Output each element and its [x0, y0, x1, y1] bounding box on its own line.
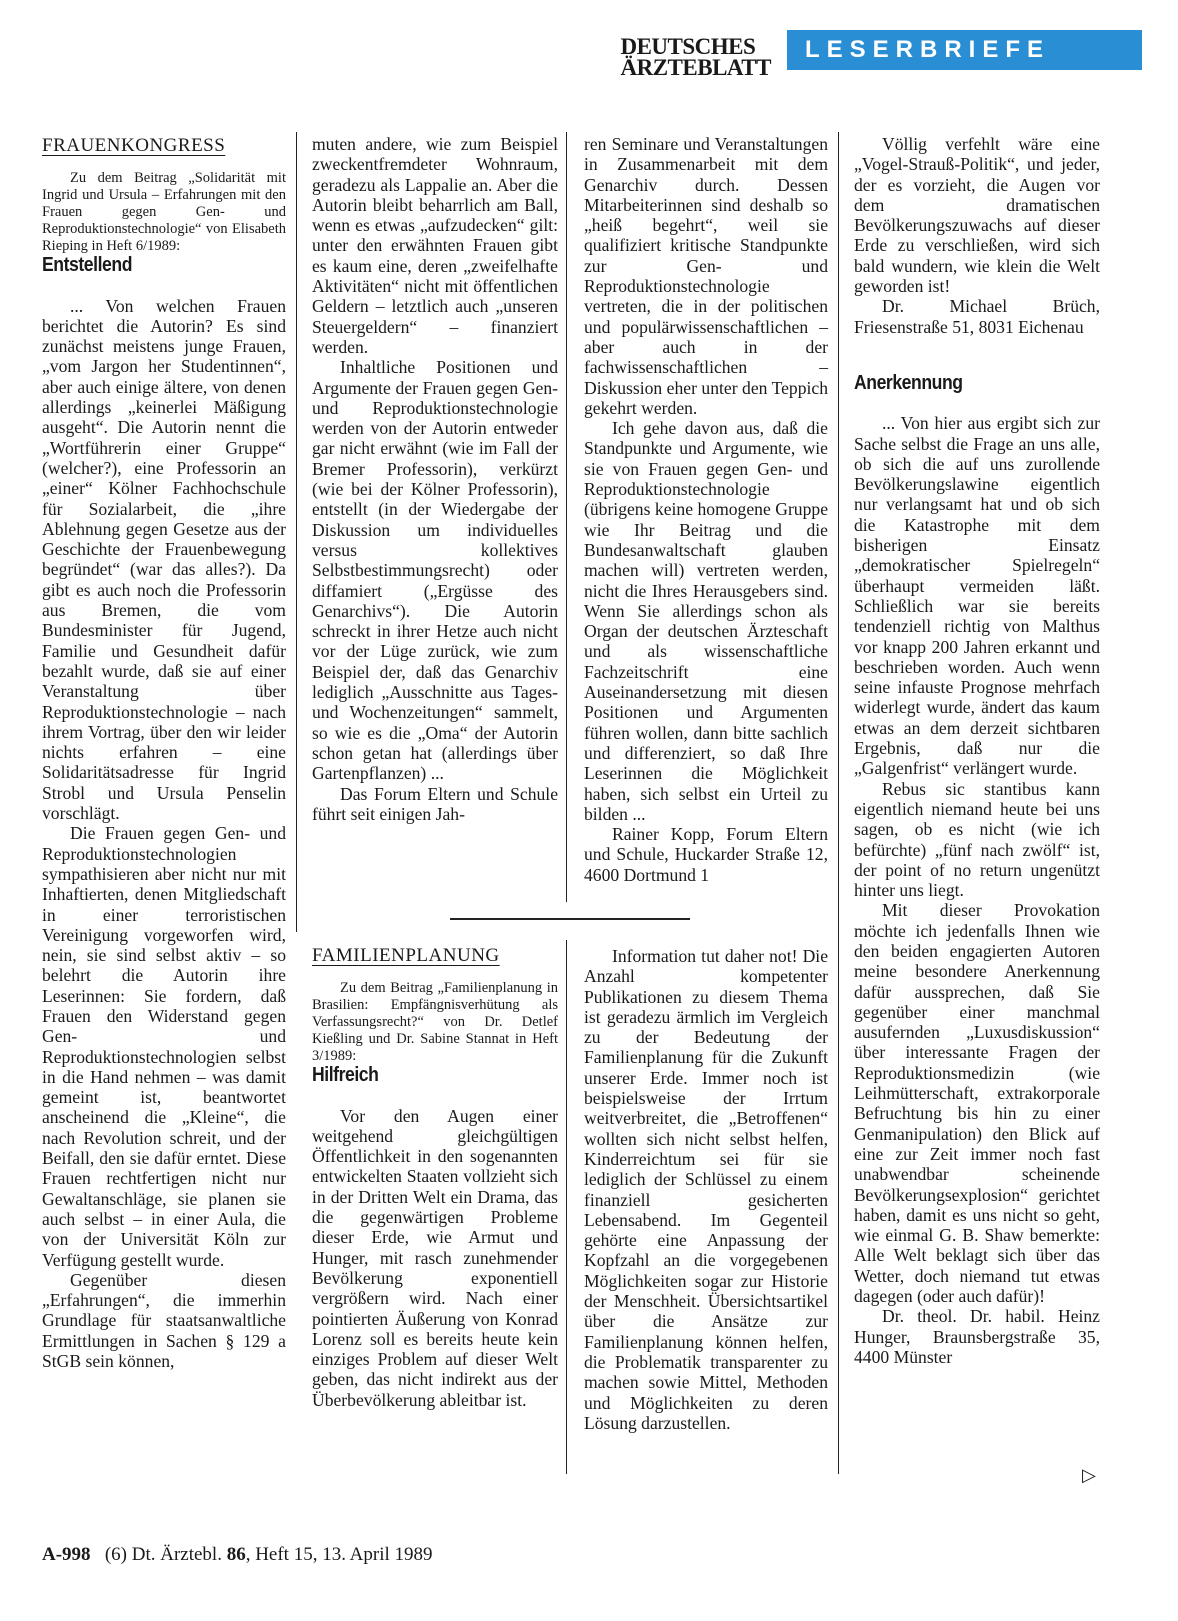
- section-label: LESERBRIEFE: [787, 30, 1142, 70]
- masthead: [620, 30, 1142, 78]
- article-kicker: FRAUENKONGRESS: [42, 135, 226, 156]
- paragraph: ... Von hier aus ergibt sich zur Sache selbst die Frage an uns alle, ob sich die auf uns zurollende Bevölkerungslawine eigentlich nur verlangsamt hat und ob sich die Katastrophe mit dem bisherigen Einsatz „demokratischer Spielregeln“ überhaupt vermeiden läßt. Schließlich war sie bereits tendenziell richtig von Malthus vor knapp 200 Jahren erkannt und beschrieben worden. Auch wenn seine infauste Prognose mehrfach widerlegt wurde, ändert das kaum etwas an dem derzeit sichtbaren Ergebnis, daß nur die „Galgenfrist“ verlängert wurde.: [854, 413, 1100, 779]
- article-intro: Zu dem Beitrag „Familienplanung in Brasilien: Empfängnisverhütung als Verfassungsrecht?“ von Dr. Detlef Kießling und Dr. Sabine Stannat in Heft 3/1989:: [312, 980, 558, 1065]
- paragraph: Information tut daher not! Die Anzahl kompetenter Publikationen zu diesem Thema ist geradezu ärmlich im Vergleich zu der Bedeutung der Familienplanung für die Zukunft unserer Erde. Immer noch ist beispielsweise der Irrtum weitverbreitet, die „Betroffenen“ wollten sich nicht selbst helfen, Kinderreichtum sei für sie lediglich der Schlüssel zu einem finanziell gesicherten Lebensabend. Im Gegenteil gehörte eine Anpassung der Kopfzahl an die vorgegebenen Möglichkeiten sogar zur Historie der Menschheit. Übersichtsartikel über die Ansätze zur Familienplanung können helfen, die Problematik transparenter zu machen sowie Mittel, Methoden und Möglichkeiten zu deren Lösung darzustellen.: [584, 946, 828, 1433]
- article-headline: Hilfreich: [312, 1064, 379, 1087]
- issue-date: Heft 15, 13. April 1989: [255, 1544, 433, 1565]
- column-4: [854, 134, 1100, 1367]
- paragraph: Gegenüber diesen „Erfahrungen“, die immerhin Grundlage für staatsanwaltliche Ermittlungen in Sachen § 129 a StGB sein können,: [42, 1269, 286, 1372]
- volume-number: 86: [226, 1544, 246, 1565]
- page-footer: A-998 (6) Dt. Ärztebl. 86, Heft 15, 13. April 1989: [42, 1544, 433, 1565]
- column-3-bottom: [584, 946, 828, 1433]
- column-3-top: [584, 134, 828, 885]
- journal-logo: [620, 36, 771, 78]
- letter-signature: Rainer Kopp, Forum Eltern und Schule, Huckarder Straße 12, 4600 Dortmund 1: [584, 824, 828, 885]
- page-sequence: (6): [104, 1544, 127, 1565]
- column-rule-2b: [566, 940, 567, 1474]
- paragraph: Ich gehe davon aus, daß die Standpunkte und Argumente, wie sie von Frauen gegen Gen- und Reproduktionstechnologie (übrigens keine homogene Gruppe wie Ihr Beitrag und die Bundesanwaltschaft glauben machen will) vertreten werden, nicht die Ihres Herausgebers sind. Wenn Sie allerdings schon als Organ der deutschen Ärzteschaft und als wissenschaftliche Fachzeitschrift eine Auseinandersetzung mit diesen Positionen und Argumenten führen wollen, dann bitte sachlich und differenziert, so daß Ihre Leserinnen die Möglichkeit haben, sich selbst ein Urteil zu bilden ...: [584, 418, 828, 824]
- column-2-bottom: [312, 946, 558, 1410]
- article-intro: Zu dem Beitrag „Solidarität mit Ingrid und Ursula – Erfahrungen mit den Frauen gegen Gen- und Reproduktionstechnologie“ von Elisabeth Rieping in Heft 6/1989:: [42, 170, 286, 255]
- letter-signature: Dr. Michael Brüch, Friesenstraße 51, 8031 Eichenau: [854, 296, 1100, 337]
- section-divider: [450, 918, 690, 920]
- paragraph: ... Von welchen Frauen berichtet die Autorin? Es sind zunächst meistens junge Frauen, „vom Jargon her Studentinnen“, aber auch einige ältere, von denen allerdings „keinerlei Mäßigung ausgeht“. Die Autorin nennt die „Wortführerin einer Gruppe“ (welcher?), eine Professorin an „einer“ Kölner Fachhochschule für Sozialarbeit, die „ihre Ablehnung gegen Gesetze aus der Geschichte der Frauenbewegung begründet“ (war das alles?). Da gibt es auch noch die Professorin aus Bremen, die vom Bundesminister für Jugend, Familie und Gesundheit dafür bezahlt wurde, daß sie auf einer Veranstaltung über Reproduktionstechnologie – nach ihrem Vortrag, über den wir leider nichts erfahren – eine Solidaritätsadresse für Ingrid Strobl und Ursula Penselin vorschlägt.: [42, 295, 286, 824]
- column-rule-2: [566, 132, 567, 902]
- journal-abbrev: Dt. Ärztebl.: [131, 1544, 222, 1565]
- paragraph: Vor den Augen einer weitgehend gleichgültigen Öffentlichkeit in den sogenannten entwickelten Staaten vollzieht sich in der Dritten Welt ein Drama, das die gegenwärtigen Probleme dieser Erde, wie Armut und Hunger, mit rasch zunehmender Bevölkerung exponentiell vergrößern wird. Nach einer pointierten Äußerung von Konrad Lorenz soll es bereits heute kein einziges Problem auf dieser Welt geben, das nicht indirekt aus der Überbevölkerung ableitbar ist.: [312, 1105, 558, 1410]
- paragraph: Inhaltliche Positionen und Argumente der Frauen gegen Gen- und Reproduktionstechnologie werden von der Autorin entweder gar nicht erwähnt (wie im Fall der Bremer Professorin), verkürzt (wie bei der Kölner Professorin), entstellt (in der Wiedergabe der Diskussion um individuelles versus kollektives Selbstbestimmungsrecht) oder diffamiert („Ergüsse des Genarchivs“). Die Autorin schreckt in ihrer Hetze auch nicht vor der Lüge zurück, wie zum Beispiel der, daß das Genarchiv lediglich „Ausschnitte aus Tages- und Wochenzeitungen“ sammelt, so wie es die „Oma“ der Autorin schon getan hat (allerdings über Gartenpflanzen) ...: [312, 357, 558, 784]
- paragraph: Mit dieser Provokation möchte ich jedenfalls Ihnen wie den beiden engagierten Autoren meine besondere Anerkennung dafür aussprechen, daß Sie gegenüber einer manchmal ausufernden „Luxusdiskussion“ über interessante Fragen der Reproduktionsmedizin (wie Leihmütterschaft, extrakorporale Befruchtung bis hin zu einer Genmanipulation) den Blick auf eine zur Zeit immer noch fast unabwendbar scheinende Bevölkerungsexplosion“ gerichtet haben, damit es uns nicht so geht, wie einmal G. B. Shaw bemerkte: Alle Welt beklagt sich über das Wetter, doch niemand tut etwas dagegen (oder auch dafür)!: [854, 900, 1100, 1307]
- article-headline: Anerkennung: [854, 371, 963, 394]
- page-number: A-998: [42, 1544, 91, 1565]
- continue-arrow-icon: ▷: [1082, 1465, 1096, 1485]
- brand-line-1: DEUTSCHES: [620, 34, 756, 59]
- column-rule-1: [296, 132, 297, 932]
- paragraph: Die Frauen gegen Gen- und Reproduktionstechnologien sympathisieren aber nicht nur mit Inhaftierten, denen Mitgliedschaft in einer terroristischen Vereinigung vorgeworfen wird, nein, sie sind selbst aktiv – so belehrt die Autorin ihre Leserinnen: Sie fordern, daß Frauen den Widerstand gegen Gen- und Reproduktionstechnologien selbst in die Hand nehmen – was damit gemeint ist, beantwortet anscheinend die „Kleine“, die nach Revolution schreit, und der Beifall, den sie dafür erntet. Diese Frauen rechtfertigen nicht nur Gewaltanschläge, sie planen sie auch selbst – in einer Aula, die von der Universität Köln zur Verfügung gestellt wurde.: [42, 823, 286, 1270]
- paragraph: ren Seminare und Veranstaltungen in Zusammenarbeit mit dem Genarchiv durch. Dessen Mitarbeiterinnen sind deshalb so „heiß begehrt“, weil sie qualifiziert kritische Standpunkte zur Gen- und Reproduktionstechnologie vertreten, die in der politischen und populärwissenschaftlichen – aber auch in der fachwissenschaftlichen – Diskussion eher unter den Teppich gekehrt werden.: [584, 134, 828, 418]
- paragraph: Rebus sic stantibus kann eigentlich niemand heute bei uns sagen, ob es nicht (wie ich befürchte) „fünf nach zwölf“ ist, der point of no return ungenützt hinter uns liegt.: [854, 778, 1100, 901]
- column-2-top: [312, 134, 558, 824]
- article-kicker: FAMILIENPLANUNG: [312, 945, 500, 966]
- column-1: [42, 136, 286, 1371]
- paragraph: Das Forum Eltern und Schule führt seit einigen Jah-: [312, 783, 558, 824]
- paragraph: Völlig verfehlt wäre eine „Vogel-Strauß-Politik“, und jeder, der es vorzieht, die Augen vor dem dramatischen Bevölkerungszuwachs auf dieser Erde zu verschließen, wird sich bald wundern, wie klein die Welt geworden ist!: [854, 134, 1100, 297]
- column-rule-3: [838, 132, 839, 1474]
- brand-line-2: ÄRZTEBLATT: [620, 55, 771, 80]
- article-headline: Entstellend: [42, 254, 133, 277]
- paragraph: muten andere, wie zum Beispiel zweckentfremdeter Wohnraum, geradezu als Lappalie an. Aber die Autorin bleibt beharrlich am Ball, wenn es etwas „aufzudecken“ gilt: unter den erwähnten Frauen gibt es kaum eine, deren „zweifelhafte Aktivitäten“ nicht mit öffentlichen Geldern – letztlich auch „unseren Steuergeldern“ – finanziert werden.: [312, 134, 558, 357]
- letter-signature: Dr. theol. Dr. habil. Heinz Hunger, Braunsbergstraße 35, 4400 Münster: [854, 1306, 1100, 1367]
